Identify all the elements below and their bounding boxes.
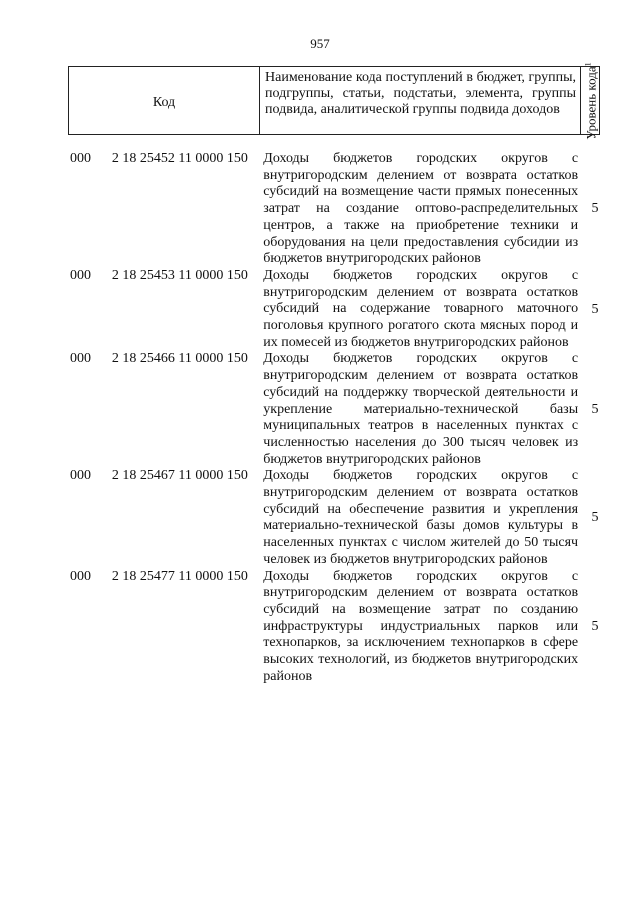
header-name: Наименование кода поступлений в бюджет, группы, подгруппы, статьи, подстатьи, элемента, группы подвида, аналитической группы подвида доходов [260, 67, 581, 134]
row-description: Доходы бюджетов городских округов с внутригородским делением от возврата остатков субсидий на поддержку творческой деятельности и укрепление материально-технической базы муниципальных театров в населенных пунктах с численностью населения до 300 тысяч человек из бюджетов внутригородских районов [263, 351, 579, 467]
row-code: 2 18 25453 11 0000 150 [111, 267, 248, 283]
row-prefix: 000 [70, 151, 91, 166]
row-level: 5 [591, 301, 599, 317]
header-level-footnote: 1 [583, 61, 593, 66]
table-body [70, 151, 610, 686]
header-code: Код [69, 67, 260, 134]
header-level [581, 61, 599, 140]
row-code: 2 18 25466 11 0000 150 [111, 351, 248, 367]
table-row [70, 351, 610, 468]
table-header [68, 61, 600, 140]
row-level: 5 [591, 201, 599, 217]
row-description: Доходы бюджетов городских округов с внутригородским делением от возврата остатков субсидий на возмещение части прямых понесенных затрат на создание оптово-распределительных центров, а также на приобретение техники и оборудования на цели предоставления субсидии из бюджетов внутригородских районов [263, 151, 579, 267]
row-level: 5 [591, 619, 599, 635]
row-description: Доходы бюджетов городских округов с внутригородским делением от возврата остатков субсидий на возмещение затрат по созданию инфраструктуры индустриальных парков или технопарков, за исключением технопарков в сфере высоких технологий, из бюджетов внутригородских районов [263, 568, 579, 684]
row-code: 2 18 25477 11 0000 150 [111, 568, 248, 584]
row-prefix: 000 [70, 568, 91, 584]
row-prefix: 000 [70, 267, 91, 283]
table-row [70, 151, 610, 268]
table-row [70, 468, 610, 568]
row-code: 2 18 25467 11 0000 150 [111, 468, 248, 484]
row-prefix: 000 [70, 468, 91, 484]
row-prefix: 000 [70, 351, 91, 367]
row-description: Доходы бюджетов городских округов с внутригородским делением от возврата остатков субсидий на содержание товарного маточного поголовья крупного рогатого скота мясных пород и их помесей из бюджетов внутригородских районов [263, 267, 579, 350]
row-level: 5 [591, 510, 599, 526]
header-level-text: Уровень кода [583, 65, 599, 140]
row-level: 5 [591, 401, 599, 417]
row-code: 2 18 25452 11 0000 150 [111, 151, 248, 166]
header-level-rotated [582, 62, 597, 139]
row-description: Доходы бюджетов городских округов с внутригородским делением от возврата остатков субсидий на обеспечение развития и укрепления материально-технической базы домов культуры в населенных пунктах с числом жителей до 50 тысяч человек из бюджетов внутригородских районов [263, 468, 579, 567]
table-row [70, 569, 610, 686]
page-number: 957 [310, 36, 330, 51]
table-row [70, 268, 610, 352]
